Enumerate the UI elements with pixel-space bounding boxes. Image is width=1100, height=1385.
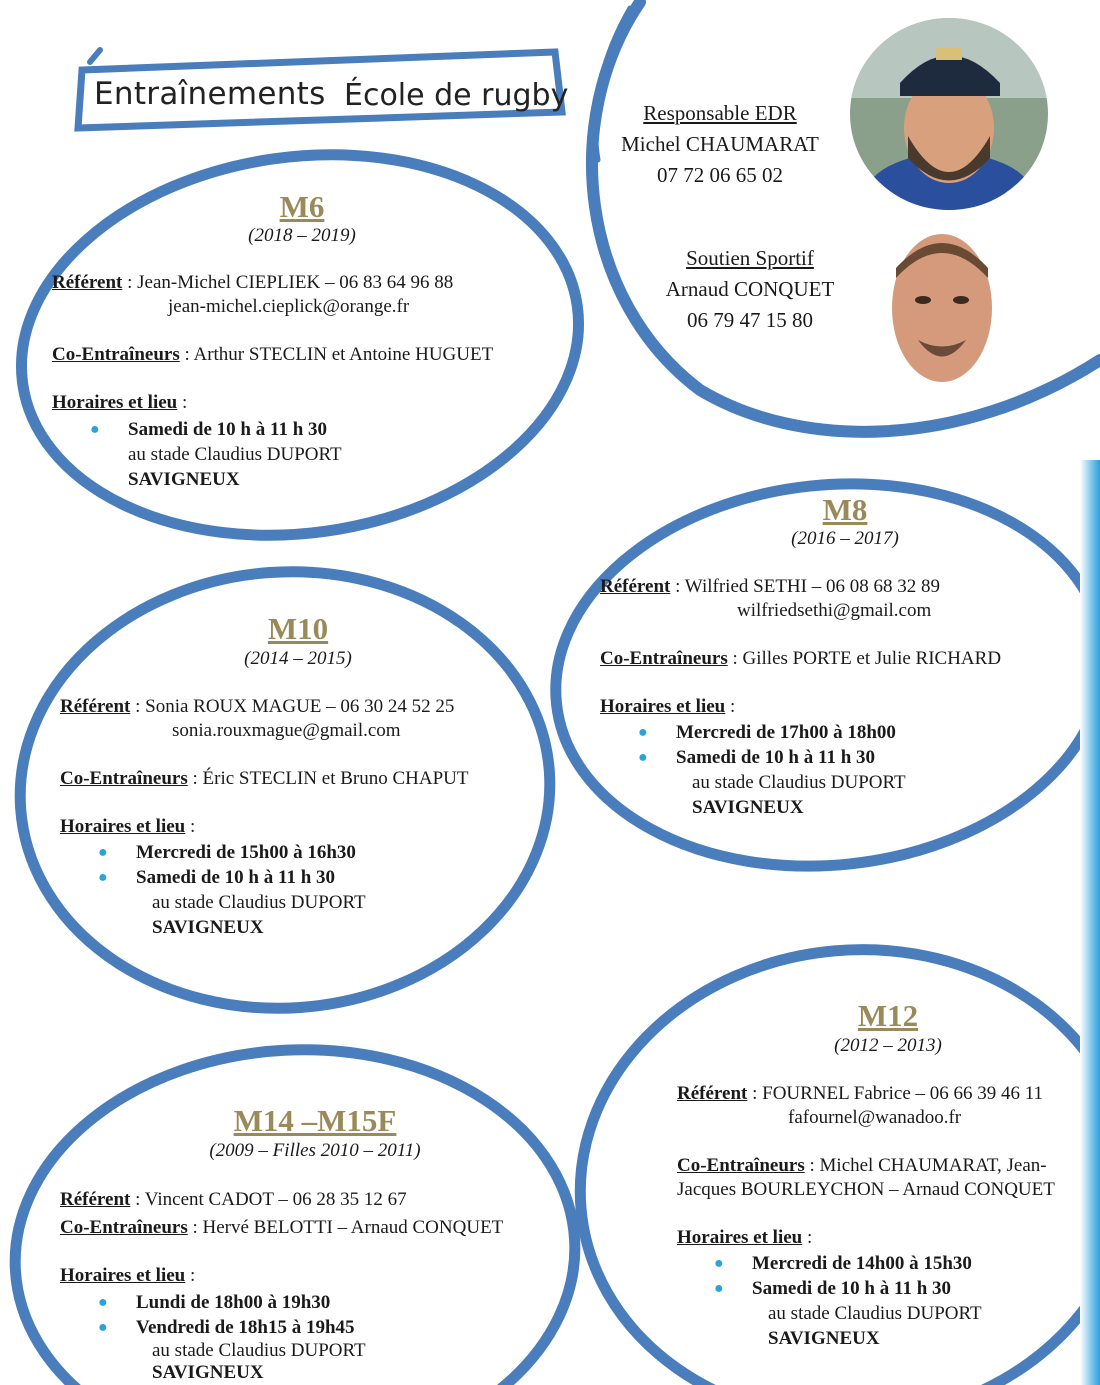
referent-label: Référent <box>677 1083 748 1104</box>
group-m10-cotrainers <box>60 767 469 791</box>
group-m10-years: (2014 – 2015) <box>244 648 352 669</box>
staff-phone: 07 72 06 65 02 <box>657 163 783 187</box>
schedule-label: Horaires et lieu <box>60 816 186 837</box>
staff-phone: 06 79 47 15 80 <box>687 308 813 332</box>
cotrainers-value: Hervé BELOTTI – Arnaud CONQUET <box>202 1217 504 1238</box>
session-item <box>98 1290 366 1315</box>
group-m8-cotrainers <box>600 647 1001 671</box>
group-m12-years: (2012 – 2013) <box>834 1035 942 1056</box>
session-city: SAVIGNEUX <box>128 469 240 490</box>
colon: : <box>185 1265 196 1286</box>
session-text: Samedi de 10 h à 11 h 30 <box>676 747 876 768</box>
cotrainers-label: Co-Entraîneurs <box>60 1217 188 1238</box>
cotrainers-value: Gilles PORTE et Julie RICHARD <box>742 648 1002 669</box>
colon: : <box>130 1189 141 1210</box>
group-m10-schedule-heading <box>60 815 195 839</box>
colon: : <box>670 576 681 597</box>
session-text: Lundi de 18h00 à 19h30 <box>136 1292 331 1313</box>
session-text: Samedi de 10 h à 11 h 30 <box>136 867 336 888</box>
staff-name: Arnaud CONQUET <box>665 277 835 301</box>
staff-name: Michel CHAUMARAT <box>621 132 819 156</box>
group-m10-referent <box>60 695 454 719</box>
session-place: au stade Claudius DUPORT <box>152 1340 366 1361</box>
session-place: au stade Claudius DUPORT <box>128 444 342 465</box>
staff-contact-soutien <box>630 243 870 336</box>
colon: : <box>727 648 738 669</box>
group-m12-cotrainers-cont: Jacques BOURLEYCHON – Arnaud CONQUET <box>677 1179 1055 1200</box>
group-m14-title: M14 –M15F <box>233 1103 397 1138</box>
session-city: SAVIGNEUX <box>768 1328 880 1349</box>
group-m14-schedule-heading <box>60 1264 195 1288</box>
bullet-icon: ● <box>638 749 648 766</box>
colon: : <box>802 1227 813 1248</box>
colon: : <box>122 272 133 293</box>
group-m14-cotrainers <box>60 1216 503 1240</box>
session-text: Mercredi de 14h00 à 15h30 <box>752 1253 972 1274</box>
group-m8-schedule <box>638 720 906 820</box>
group-m8-title: M8 <box>822 492 868 527</box>
session-place: au stade Claudius DUPORT <box>768 1303 982 1324</box>
referent-value: FOURNEL Fabrice – 06 66 39 46 11 <box>762 1083 1044 1104</box>
group-m6-schedule-heading <box>52 391 187 415</box>
session-text: Vendredi de 18h15 à 19h45 <box>136 1317 355 1338</box>
photo-michel-chaumarat <box>850 18 1048 210</box>
cotrainers-label: Co-Entraîneurs <box>60 768 188 789</box>
colon: : <box>804 1155 815 1176</box>
cotrainers-value: Michel CHAUMARAT, Jean- <box>819 1155 1047 1176</box>
referent-label: Référent <box>52 272 123 293</box>
group-m12-schedule-heading <box>677 1226 812 1250</box>
group-m8-email: wilfriedsethi@gmail.com <box>737 600 932 621</box>
session-item <box>638 745 906 770</box>
colon: : <box>747 1083 758 1104</box>
cotrainers-value: Éric STECLIN et Bruno CHAPUT <box>202 768 469 789</box>
staff-role: Soutien Sportif <box>686 246 814 270</box>
group-m6-years: (2018 – 2019) <box>248 225 356 246</box>
session-city: SAVIGNEUX <box>152 1362 264 1383</box>
group-m14-referent <box>60 1188 407 1212</box>
group-m10-email: sonia.rouxmague@gmail.com <box>172 720 401 741</box>
staff-role: Responsable EDR <box>643 101 797 125</box>
cotrainers-label: Co-Entraîneurs <box>677 1155 805 1176</box>
cotrainers-label: Co-Entraîneurs <box>600 648 728 669</box>
bullet-icon: ● <box>714 1255 724 1272</box>
group-m8-referent <box>600 575 940 599</box>
session-place: au stade Claudius DUPORT <box>152 892 366 913</box>
session-text: Samedi de 10 h à 11 h 30 <box>128 419 328 440</box>
group-m12-referent <box>677 1082 1043 1106</box>
bullet-icon: ● <box>98 869 108 886</box>
colon: : <box>187 768 198 789</box>
bullet-icon: ● <box>98 1319 108 1336</box>
referent-label: Référent <box>600 576 671 597</box>
bullet-icon: ● <box>714 1280 724 1297</box>
referent-label: Référent <box>60 1189 131 1210</box>
group-m6-schedule <box>90 417 342 492</box>
session-text: Mercredi de 15h00 à 16h30 <box>136 842 356 863</box>
group-m8-schedule-heading <box>600 695 735 719</box>
group-m6-title: M6 <box>279 189 325 224</box>
session-item <box>714 1276 982 1301</box>
session-text: Samedi de 10 h à 11 h 30 <box>752 1278 952 1299</box>
group-m10-title: M10 <box>267 611 329 646</box>
page-subtitle: École de rugby <box>344 78 569 113</box>
bullet-icon: ● <box>98 1294 108 1311</box>
referent-value: Vincent CADOT – 06 28 35 12 67 <box>144 1189 407 1210</box>
colon: : <box>177 392 188 413</box>
group-m12-cotrainers <box>677 1154 1047 1178</box>
bullet-icon: ● <box>90 421 100 438</box>
referent-value: Sonia ROUX MAGUE – 06 30 24 52 25 <box>145 696 455 717</box>
group-m14-schedule <box>98 1290 366 1384</box>
colon: : <box>187 1217 198 1238</box>
cotrainers-value: Arthur STECLIN et Antoine HUGUET <box>193 344 494 365</box>
session-item <box>90 417 342 442</box>
cotrainers-label: Co-Entraîneurs <box>52 344 180 365</box>
session-item <box>98 1315 366 1340</box>
schedule-label: Horaires et lieu <box>600 696 726 717</box>
colon: : <box>130 696 141 717</box>
referent-value: Jean-Michel CIEPLIEK – 06 83 64 96 88 <box>137 272 454 293</box>
group-m10-schedule <box>98 840 366 940</box>
schedule-label: Horaires et lieu <box>60 1265 186 1286</box>
bullet-icon: ● <box>98 844 108 861</box>
session-item <box>98 865 366 890</box>
referent-label: Référent <box>60 696 131 717</box>
session-text: Mercredi de 17h00 à 18h00 <box>676 722 896 743</box>
session-place: au stade Claudius DUPORT <box>692 772 906 793</box>
session-item <box>638 720 906 745</box>
group-m12-schedule <box>714 1251 982 1351</box>
schedule-label: Horaires et lieu <box>52 392 178 413</box>
session-item <box>98 840 366 865</box>
referent-value: Wilfried SETHI – 06 08 68 32 89 <box>684 576 940 597</box>
photo-arnaud-conquet <box>888 228 996 386</box>
session-city: SAVIGNEUX <box>152 917 264 938</box>
page-title: Entraînements <box>94 76 326 112</box>
colon: : <box>725 696 736 717</box>
session-city: SAVIGNEUX <box>692 797 804 818</box>
group-m8-years: (2016 – 2017) <box>791 528 899 549</box>
session-item <box>714 1251 982 1276</box>
group-m6-referent <box>52 271 453 295</box>
colon: : <box>185 816 196 837</box>
colon: : <box>179 344 190 365</box>
right-edge-gradient-bar <box>1080 460 1100 1385</box>
group-m14-years: (2009 – Filles 2010 – 2011) <box>209 1140 421 1161</box>
schedule-label: Horaires et lieu <box>677 1227 803 1248</box>
group-m12-title: M12 <box>857 998 919 1033</box>
staff-contact-responsable <box>600 98 840 191</box>
group-m6-cotrainers <box>52 343 493 367</box>
group-m12-email: fafournel@wanadoo.fr <box>788 1107 962 1128</box>
bullet-icon: ● <box>638 724 648 741</box>
group-m6-email: jean-michel.cieplick@orange.fr <box>168 296 410 317</box>
